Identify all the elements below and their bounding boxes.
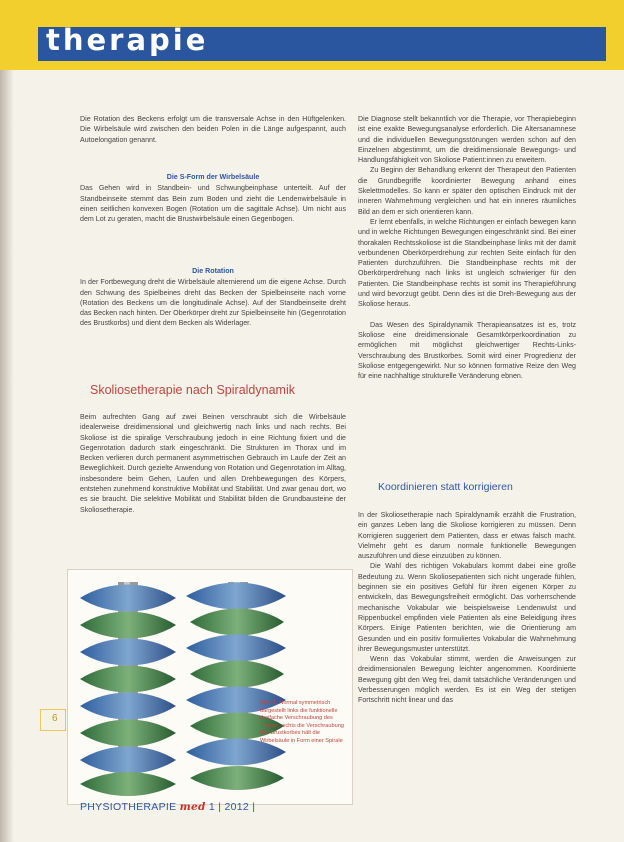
right-spiral-column bbox=[186, 582, 286, 790]
right-paragraph-7: Wenn das Vokabular stimmt, werden die Anweisungen zur dreidimensionalen Bewegung leichter angenommen. Koordinierte Bewegung gibt den Weg frei, damit tatsächliche Veränderungen und Verbesserungen möglich werden. Es ist ein Weg der stetigen Fortschritt nicht linear und das bbox=[358, 655, 576, 705]
section-title: therapie bbox=[46, 23, 209, 57]
footer-med: med bbox=[179, 801, 206, 813]
left-column-skoliosetherapie bbox=[80, 412, 346, 515]
right-column-koordinieren bbox=[358, 510, 576, 706]
spine-illustration-frame bbox=[67, 569, 353, 805]
right-paragraph-3: Er lernt ebenfalls, in welche Richtungen er einfach bewegen kann und in welche Richtungen Bewegungen eingeschränkt sind. Bei einer thorakalen Rechtsskoliose ist die Standbeinphase links mit der damit verbundenen Oberkörperdrehung zur rechten Seite einfach für den Patienten durchzuführen. Die Standbeinphase rechts mit der Oberkörperdrehung nach links ist ungleich schwieriger für den Patienten. Die Standbeinphase rechts ist somit ins Therapieführung und wird bevorzugt geübt. Denn dies ist die Dreh-Bewegung aus der Skoliose heraus. bbox=[358, 217, 576, 309]
s-form-paragraph: Das Gehen wird in Standbein- und Schwungbeinphase unterteilt. Auf der Standbeinseite stemmt das Bein zum Boden und zieht die Lendenwirbelsäule in einen seitlichen konvexen Bogen (Rotation um die sagittale Achse). Um nicht aus dem Lot zu geraten, macht die Brustwirbelsäule einen Gegenbogen. bbox=[80, 184, 346, 224]
figure-caption: Abb. 1: Normal symmetrisch dargestellt links die funktionelle dreifache Verschraubung des Thorax, rechts die Verschraubung des Brustkorbes hält die Wirbelsäule in Form einer Spirale bbox=[260, 700, 344, 744]
right-paragraph-4: Das Wesen des Spiraldynamik Therapieansatzes ist es, trotz Skoliose eine dreidimensionale Gesamtkörperkoordination zu ermöglichen mit möglichst gleichwertiger Rechts-Links-Verschraubung des Brustkorbes. Somit wird einer Progredienz der Skoliose entgegengewirkt. Nur so können formative Reize den Weg für eine nachhaltige strukturelle Veränderung ebnen. bbox=[358, 320, 576, 381]
right-paragraph-1: Die Diagnose stellt bekanntlich vor die Therapie, vor Therapiebeginn ist eine exakte Bewegungsanalyse erforderlich. Die Altersanamnese und die individuellen Bewegungsstörungen werden schon auf den Einzelnen abgestimmt, um die dreidimensionale Bewegungs- und Handlungsfähigkeit von Skoliose Patient:innen zu erweitern. bbox=[358, 115, 576, 165]
section-heading-koordinieren: Koordinieren statt korrigieren bbox=[378, 481, 513, 493]
page-number: 6 bbox=[52, 713, 58, 724]
skoliosetherapie-paragraph: Beim aufrechten Gang auf zwei Beinen verschraubt sich die Wirbelsäule idealerweise dreidimensional und gleichwertig nach links und nach rechts. Bei Skoliose ist die spiralige Verschraubung jedoch in eine Richtung fixiert und die Gegenrotation dadurch stark eingeschränkt. Die Strukturen im Thorax und im Becken verlieren durch permanent asymmetrischen Gebrauch im Laufe der Zeit an Beweglichkeit. Durch gezielte Anwendung von Rotation und Gegenrotation im Alltag, insbesondere beim Gehen, Laufen und allen Drehbewegungen des Körpers, entstehen zunehmend konstruktive Mobilität und Stabilität. Und zwar genau dort, wo es sie braucht. Die selektive Mobilität und Stabilität bilden die Grundbausteine der Skoliosetherapie. bbox=[80, 413, 346, 514]
right-paragraph-5: In der Skoliosetherapie nach Spiraldynamik erzählt die Frustration, ein ganzes Leben lang die Skoliose korrigieren zu müssen. Denn Korrigieren suggeriert dem Patienten, dass er etwas falsch macht. Vielmehr geht es darum normale funktionelle Bewegungen auszuführen und diese einzuüben zu können. bbox=[358, 511, 576, 561]
footer-magazine bbox=[80, 801, 255, 813]
left-column-intro bbox=[80, 114, 346, 155]
rotation-paragraph: In der Fortbewegung dreht die Wirbelsäule alternierend um die eigene Achse. Durch den Schwung des Spielbeines dreht das Becken der Spielbeinseite nach vorne (Rotation des Beckens um die longitudinale Achse). Auf der Standbeinseite dreht das Becken nach hinten. Der Oberkörper dreht zur Spielbeinseite hin (Gegenrotation des Brustkorbs) und dient dem Becken als Widerlager. bbox=[80, 278, 346, 328]
left-spiral-column bbox=[80, 582, 176, 796]
right-column bbox=[358, 114, 576, 391]
spiral-spine-illustration bbox=[68, 570, 352, 804]
footer-magazine-name: PHYSIOTHERAPIE bbox=[80, 801, 177, 813]
subheading-rotation: Die Rotation bbox=[192, 267, 234, 275]
right-paragraph-6: Die Wahl des richtigen Vokabulars kommt dabei eine große Bedeutung zu. Wenn Skoliosepatienten sich nicht ungerade fühlen, beginnen sie ein positives Gefühl für ihren eigenen Körper zu entwickeln, das Bewegungsfreiheit ermöglicht. Das vorherrschende mechanische Vokabular wie beispielsweise Lendenwulst und Rippenbuckel empfinden viele Patienten als eine Beleidigung ihres Körpers. Einige Patienten berichten, wie die Orientierung am Gesunden und ein positiv formuliertes Vokabular die Wahrnehmung ihrer Bewegungsmuster unterstützt. bbox=[358, 562, 576, 653]
left-column-rotation bbox=[80, 266, 346, 329]
right-paragraph-2: Zu Beginn der Behandlung erkennt der Therapeut den Patienten die Grundbegriffe koordinierter Bewegung anhand eines Skelettmodelles. So kann er später den optischen Eindruck mit der inneren Wahrnehmung vergleichen und hat ein inneres räumliches Bild an dem er sich orientieren kann. bbox=[358, 166, 576, 216]
intro-paragraph: Die Rotation des Beckens erfolgt um die transversale Achse in den Hüftgelenken. Die Wirbelsäule wird zwischen den beiden Polen in die Länge aufgespannt, auch Autoelongation genannt. bbox=[80, 115, 346, 144]
left-column-s-form bbox=[80, 172, 346, 224]
footer-issue: 1 | 2012 | bbox=[208, 801, 256, 813]
subheading-s-form: Die S-Form der Wirbelsäule bbox=[166, 173, 260, 181]
section-heading-skoliosetherapie: Skoliosetherapie nach Spiraldynamik bbox=[90, 383, 295, 397]
page-binding-shadow bbox=[0, 70, 14, 842]
